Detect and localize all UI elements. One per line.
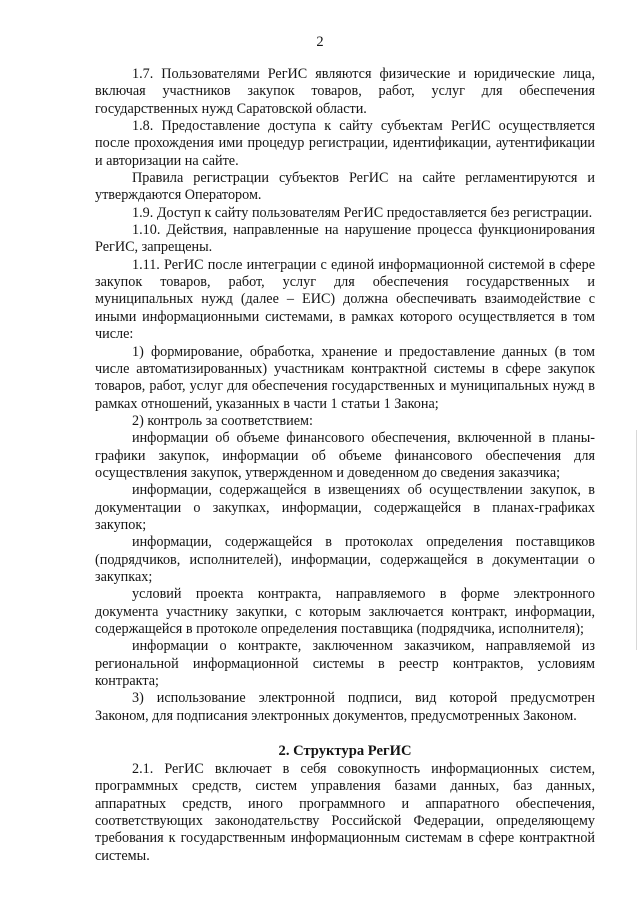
paragraph-registration-rules: Правила регистрации субъектов РегИС на сайте регламентируются и утверждаются Оператором. (95, 170, 595, 204)
paragraph-1-10: 1.10. Действия, направленные на нарушение процесса функционирования РегИС, запрещены. (95, 222, 595, 256)
list-item-2: 2) контроль за соответствием: (132, 412, 313, 429)
document-body (95, 66, 595, 865)
control-item-contract-draft: условий проекта контракта, направляемого в форме электронного документа участнику закупки, с которым заключается контракт, информации, содержащейся в протоколе определения поставщика (подрядчика, исполнителя); (95, 586, 595, 637)
list-item-3: 3) использование электронной подписи, вид которой предусмотрен Законом, для подписания электронных документов, предусмотренных Законом. (95, 690, 595, 724)
control-item-financing: информации об объеме финансового обеспечения, включенной в планы-графики закупок, информации об объеме финансового обеспечения для осуществления закупок, утвержденном и доведенном до сведения заказчика; (95, 430, 595, 481)
control-item-protocols: информации, содержащейся в протоколах определения поставщиков (подрядчиков, исполнителей), информации, содержащейся в документации о закупках; (95, 534, 595, 585)
page-edge-line (636, 430, 637, 650)
list-item-1: 1) формирование, обработка, хранение и предоставление данных (в том числе автоматизированных) участникам контрактной системы в сфере закупок товаров, работ, услуг для обеспечения государственных и муниципальных нужд в рамках отношений, указанных в части 1 статьи 1 Закона; (95, 343, 595, 412)
paragraph-1-7: 1.7. Пользователями РегИС являются физические и юридические лица, включая участников закупок товаров, работ, услуг для обеспечения государственных нужд Саратовской области. (95, 66, 595, 117)
paragraph-1-11: 1.11. РегИС после интеграции с единой информационной системой в сфере закупок товаров, работ, услуг для обеспечения государственных и муниципальных нужд (далее – ЕИС) должна обеспечивать взаимодействие с иными информационными системами, в рамках которого осуществляется в том числе: (95, 256, 595, 343)
page-number: 2 (316, 34, 324, 50)
paragraph-1-9: 1.9. Доступ к сайту пользователям РегИС предоставляется без регистрации. (132, 204, 593, 221)
paragraph-1-8: 1.8. Предоставление доступа к сайту субъектам РегИС осуществляется после прохождения ими процедур регистрации, идентификации, аутентификации и авторизации на сайте. (95, 118, 595, 169)
control-item-contract-registry: информации о контракте, заключенном заказчиком, направляемой из региональной информационной системы в реестр контрактов, условиям контракта; (95, 638, 595, 690)
control-item-notices: информации, содержащейся в извещениях об осуществлении закупок, в документации о закупках, информации, содержащейся в планах-графиках закупок; (95, 482, 595, 533)
section-heading: 2. Структура РегИС (278, 743, 412, 760)
paragraph-2-1: 2.1. РегИС включает в себя совокупность информационных систем, программных средств, систем управления базами данных, баз данных, аппаратных средств, иного программного и аппаратного обеспечения, соответствующих законодательству Российской Федерации, определяющему требования к государственным информационным системам в сфере контрактной системы. (95, 761, 595, 864)
